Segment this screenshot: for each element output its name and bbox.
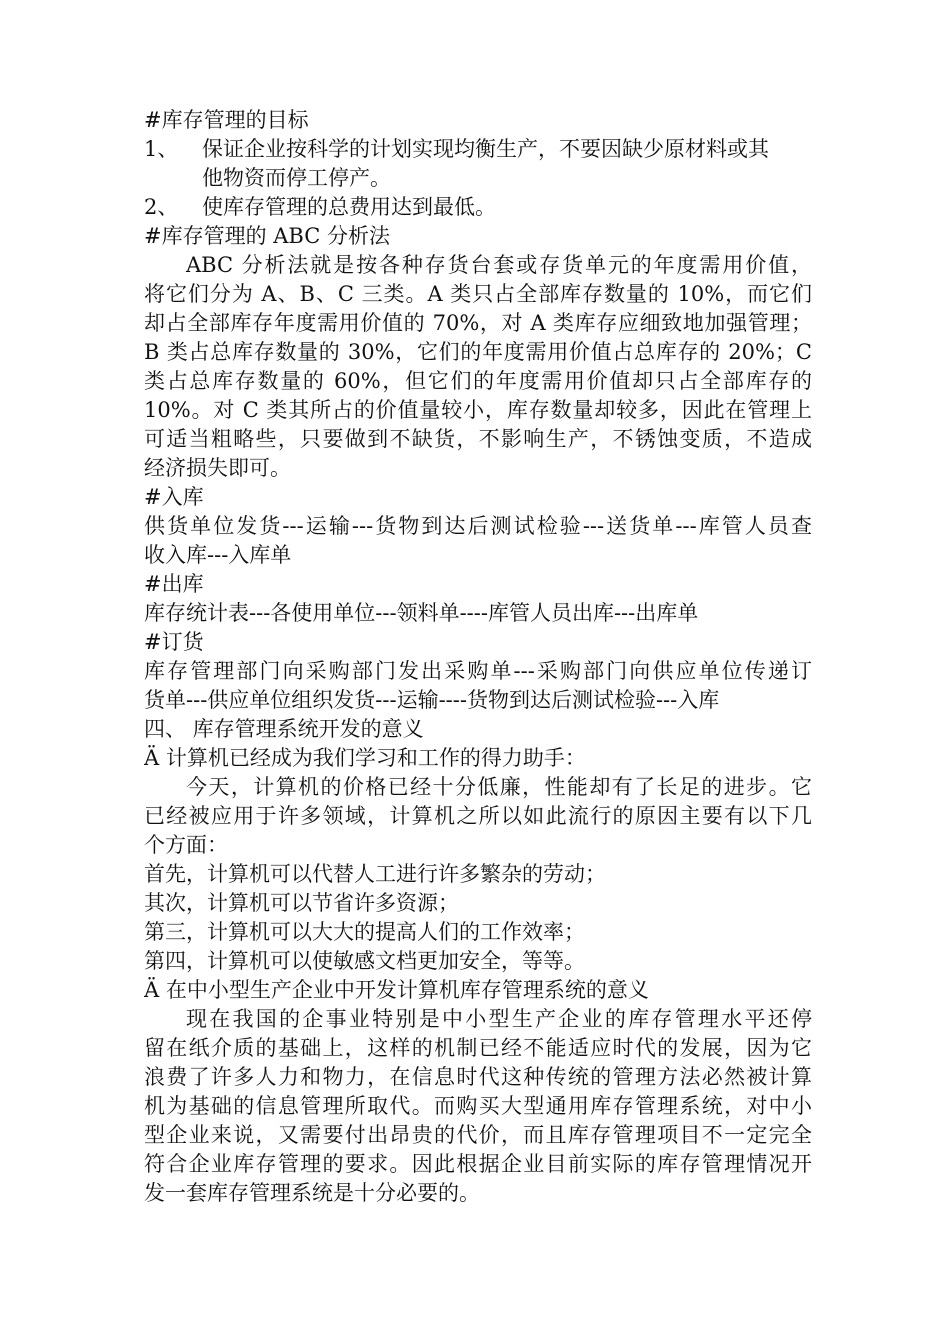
text-line xyxy=(144,976,812,1005)
text-line xyxy=(144,947,812,976)
document-body xyxy=(144,106,812,1208)
text-line xyxy=(144,222,812,251)
text-line xyxy=(144,860,812,889)
text-line xyxy=(144,744,812,773)
line-text: 库存管理部门向采购部门发出采购单---采购部门向供应单位传递订 xyxy=(144,659,812,683)
line-text: 供货单位发货---运输---货物到达后测试检验---送货单---库管人员查 xyxy=(144,514,812,538)
text-line xyxy=(144,599,812,628)
line-text: 今天，计算机的价格已经十分低廉，性能却有了长足的进步。它 xyxy=(186,775,812,799)
text-line xyxy=(144,135,812,164)
line-text: 库存统计表---各使用单位---领料单----库管人员出库---出库单 xyxy=(144,601,699,625)
text-line xyxy=(144,193,812,222)
text-line xyxy=(144,251,812,280)
text-line xyxy=(144,541,812,570)
line-text: #订货 xyxy=(144,630,204,654)
line-text: ABC 分析法就是按各种存货台套或存货单元的年度需用价值， xyxy=(186,253,812,277)
text-line xyxy=(144,657,812,686)
text-line xyxy=(144,425,812,454)
line-text: 将它们分为 A、B、C 三类。A 类只占全部库存数量的 10%，而它们 xyxy=(144,282,812,306)
text-line xyxy=(144,1150,812,1179)
line-text: 留在纸介质的基础上，这样的机制已经不能适应时代的发展，因为它 xyxy=(144,1036,812,1060)
text-line xyxy=(144,309,812,338)
line-text: 现在我国的企事业特别是中小型生产企业的库存管理水平还停 xyxy=(186,1007,812,1031)
text-line xyxy=(144,1179,812,1208)
line-text: 浪费了许多人力和物力，在信息时代这种传统的管理方法必然被计算 xyxy=(144,1065,812,1089)
text-line xyxy=(144,280,812,309)
text-line xyxy=(144,1063,812,1092)
line-text: 保证企业按科学的计划实现均衡生产，不要因缺少原材料或其 xyxy=(202,137,769,161)
text-line xyxy=(144,773,812,802)
text-line xyxy=(144,918,812,947)
text-line xyxy=(144,367,812,396)
text-line xyxy=(144,1005,812,1034)
line-text: Ä 计算机已经成为我们学习和工作的得力助手： xyxy=(144,746,586,770)
text-line xyxy=(144,1121,812,1150)
line-text: 类占总库存数量的 60%，但它们的年度需用价值却只占全部库存的 xyxy=(144,369,812,393)
line-text: 第三，计算机可以大大的提高人们的工作效率； xyxy=(144,920,585,944)
line-text: 已经被应用于许多领域，计算机之所以如此流行的原因主要有以下几 xyxy=(144,804,812,828)
line-text: Ä 在中小型生产企业中开发计算机库存管理系统的意义 xyxy=(144,978,649,1002)
line-text: 机为基础的信息管理所取代。而购买大型通用库存管理系统，对中小 xyxy=(144,1094,812,1118)
text-line xyxy=(144,686,812,715)
line-text: 10%。对 C 类其所占的价值量较小，库存数量却较多，因此在管理上 xyxy=(144,398,812,422)
line-text: 首先，计算机可以代替人工进行许多繁杂的劳动； xyxy=(144,862,606,886)
text-line xyxy=(144,454,812,483)
line-text: #库存管理的 ABC 分析法 xyxy=(144,224,391,248)
text-line xyxy=(144,628,812,657)
text-line xyxy=(144,715,812,744)
line-text: 其次，计算机可以节省许多资源； xyxy=(144,891,459,915)
text-line xyxy=(144,570,812,599)
text-line xyxy=(144,483,812,512)
line-text: B 类占总库存数量的 30%，它们的年度需用价值占总库存的 20%；C xyxy=(144,340,812,364)
line-text: #出库 xyxy=(144,572,204,596)
line-text: 第四，计算机可以使敏感文档更加安全，等等。 xyxy=(144,949,585,973)
line-text: 可适当粗略些，只要做到不缺货，不影响生产，不锈蚀变质，不造成 xyxy=(144,427,812,451)
line-text: 型企业来说，又需要付出昂贵的代价，而且库存管理项目不一定完全 xyxy=(144,1123,812,1147)
line-text: 发一套库存管理系统是十分必要的。 xyxy=(144,1181,480,1205)
text-line xyxy=(144,889,812,918)
line-text: #入库 xyxy=(144,485,204,509)
text-line xyxy=(144,164,812,193)
line-text: 个方面： xyxy=(144,833,228,857)
list-number: 2、 xyxy=(144,195,179,219)
text-line xyxy=(144,512,812,541)
list-number: 1、 xyxy=(144,137,179,161)
line-text: 却占全部库存年度需用价值的 70%，对 A 类库存应细致地加强管理； xyxy=(144,311,812,335)
text-line xyxy=(144,338,812,367)
line-text: #库存管理的目标 xyxy=(144,108,309,132)
line-text: 经济损失即可。 xyxy=(144,456,291,480)
text-line xyxy=(144,1034,812,1063)
line-text: 符合企业库存管理的要求。因此根据企业目前实际的库存管理情况开 xyxy=(144,1152,812,1176)
line-text: 他物资而停工停产。 xyxy=(202,166,391,190)
text-line xyxy=(144,802,812,831)
line-text: 使库存管理的总费用达到最低。 xyxy=(202,195,496,219)
line-text: 货单---供应单位组织发货---运输----货物到达后测试检验---入库 xyxy=(144,688,720,712)
text-line xyxy=(144,831,812,860)
line-text: 收入库---入库单 xyxy=(144,543,292,567)
text-line xyxy=(144,396,812,425)
text-line xyxy=(144,106,812,135)
line-text: 四、 库存管理系统开发的意义 xyxy=(144,717,424,741)
text-line xyxy=(144,1092,812,1121)
